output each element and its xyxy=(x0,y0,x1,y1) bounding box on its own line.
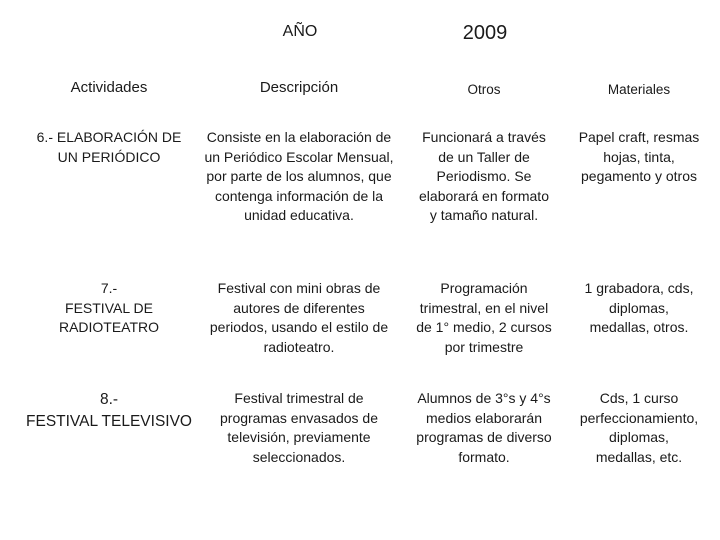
row-activity: 7.- FESTIVAL DE RADIOTEATRO xyxy=(58,280,160,335)
row-description: Festival trimestral de programas envasados de televisión, previamente seleccionados. xyxy=(220,390,378,465)
row-activity: 8.- FESTIVAL TELEVISIVO xyxy=(26,391,192,430)
row-others: Alumnos de 3°s y 4°s medios elaborarán programas de diverso formato. xyxy=(416,390,552,465)
column-header-others: Otros xyxy=(467,82,501,97)
row-materials: 1 grabadora, cds, diplomas, medallas, otros. xyxy=(584,280,694,335)
row-materials: Papel craft, resmas hojas, tinta, pegamento y otros xyxy=(578,129,700,184)
year-value: 2009 xyxy=(462,22,508,44)
column-header-description: Descripción xyxy=(259,79,339,96)
column-header-activities: Actividades xyxy=(70,79,148,96)
row-others: Programación trimestral, en el nivel de 1° medio, 2 cursos por trimestre xyxy=(416,280,552,355)
row-materials: Cds, 1 curso perfeccionamiento, diplomas, medallas, etc. xyxy=(579,390,699,465)
year-label: AÑO xyxy=(282,23,318,40)
row-activity: 6.- ELABORACIÓN DE UN PERIÓDICO xyxy=(36,129,182,165)
row-description: Festival con mini obras de autores de diferentes periodos, usando el estilo de radioteatro. xyxy=(209,280,389,355)
row-description: Consiste en la elaboración de un Periódico Escolar Mensual, por parte de los alumnos, que contenga información de la unidad educativa. xyxy=(204,129,394,223)
column-header-materials: Materiales xyxy=(607,82,671,97)
row-others: Funcionará a través de un Taller de Periodismo. Se elaborará en formato y tamaño natural. xyxy=(419,129,549,223)
